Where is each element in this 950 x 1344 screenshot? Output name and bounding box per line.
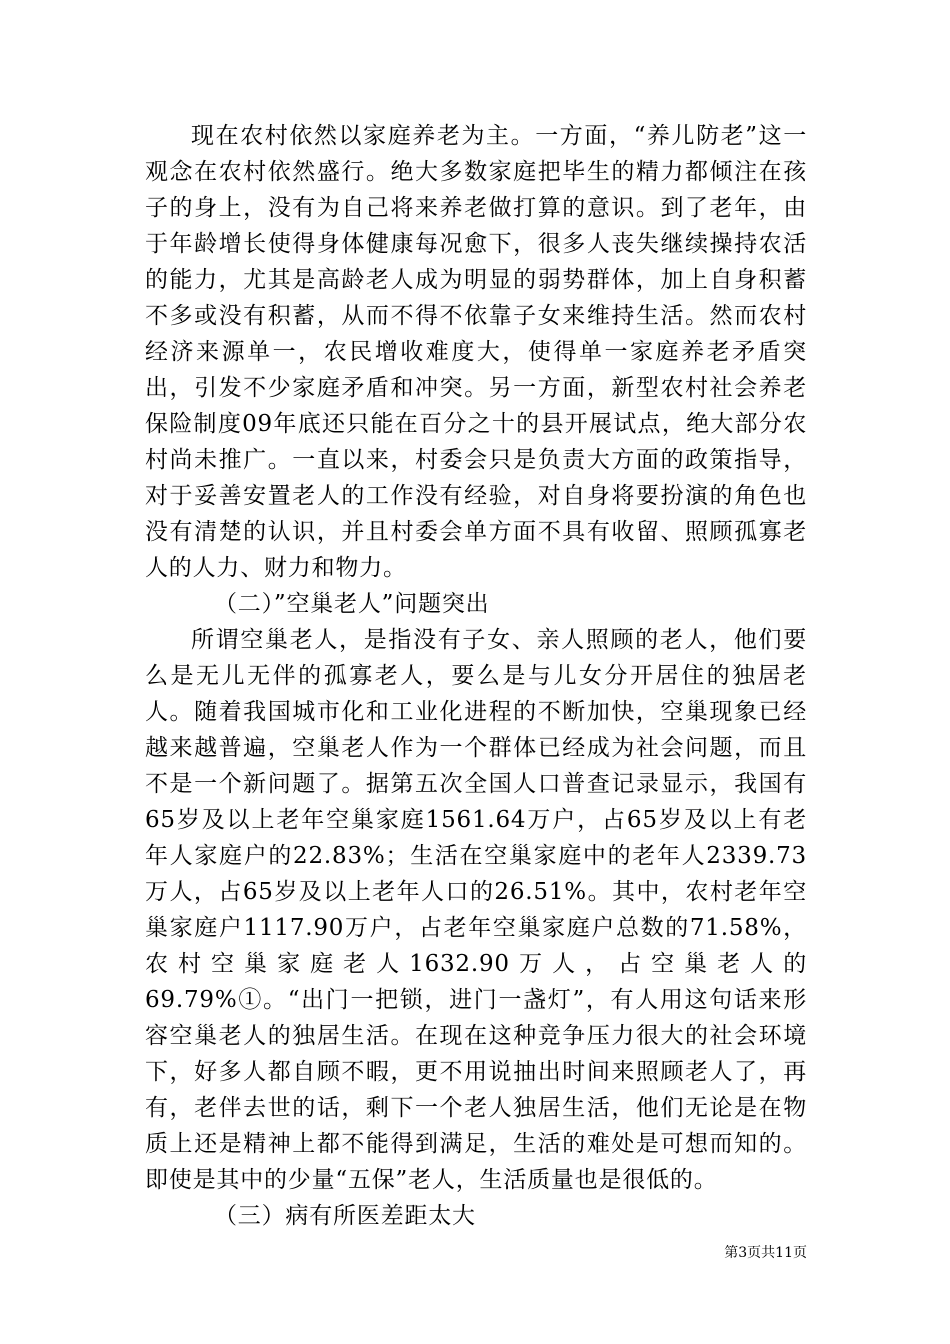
paragraph-family-pension: 现在农村依然以家庭养老为主。一方面，“养儿防老”这一观念在农村依然盛行。绝大多数家庭把毕生的精力都倾注在孩子的身上，没有为自己将来养老做打算的意识。到了老年，由于年龄增长使得身体健康每况愈下，很多人丧失继续操持农活的能力，尤其是高龄老人成为明显的弱势群体，加上自身积蓄不多或没有积蓄，从而不得不依靠子女来维持生活。然而农村经济来源单一，农民增收难度大，使得单一家庭养老矛盾突出，引发不少家庭矛盾和冲突。另一方面，新型农村社会养老保险制度09年底还只能在百分之十的县开展试点，绝大部分农村尚未推广。一直以来，村委会只是负责大方面的政策指导，对于妥善安置老人的工作没有经验，对自身将要扮演的角色也没有清楚的认识，并且村委会单方面不具有收留、照顾孤寡老人的人力、财力和物力。 <box>145 123 807 581</box>
section-heading-empty-nest: （二）”空巢老人”问题突出 <box>214 591 490 617</box>
page-number-footer: 第3页共11页 <box>724 1245 807 1261</box>
section-heading-medical-gap: （三）病有所医差距太大 <box>214 1203 476 1229</box>
document-body <box>145 118 807 1234</box>
paragraph-empty-nest-elderly: 所谓空巢老人，是指没有子女、亲人照顾的老人，他们要么是无儿无伴的孤寡老人，要么是与儿女分开居住的独居老人。随着我国城市化和工业化进程的不断加快，空巢现象已经越来越普遍，空巢老人作为一个群体已经成为社会问题，而且不是一个新问题了。据第五次全国人口普查记录显示，我国有65岁及以上老年空巢家庭1561.64万户，占65岁及以上有老年人家庭户的22.83%；生活在空巢家庭中的老年人2339.73万人，占65岁及以上老年人口的26.51%。其中，农村老年空巢家庭户1117.90万户，占老年空巢家庭户总数的71.58%，农村空巢家庭老人1632.90万人，占空巢老人的69.79%①。“出门一把锁，进门一盏灯”，有人用这句话来形容空巢老人的独居生活。在现在这种竞争压力很大的社会环境下，好多人都自顾不暇，更不用说抽出时间来照顾老人了，再有，老伴去世的话，剩下一个老人独居生活，他们无论是在物质上还是精神上都不能得到满足，生活的难处是可想而知的。即使是其中的少量“五保”老人，生活质量也是很低的。 <box>145 627 807 1193</box>
